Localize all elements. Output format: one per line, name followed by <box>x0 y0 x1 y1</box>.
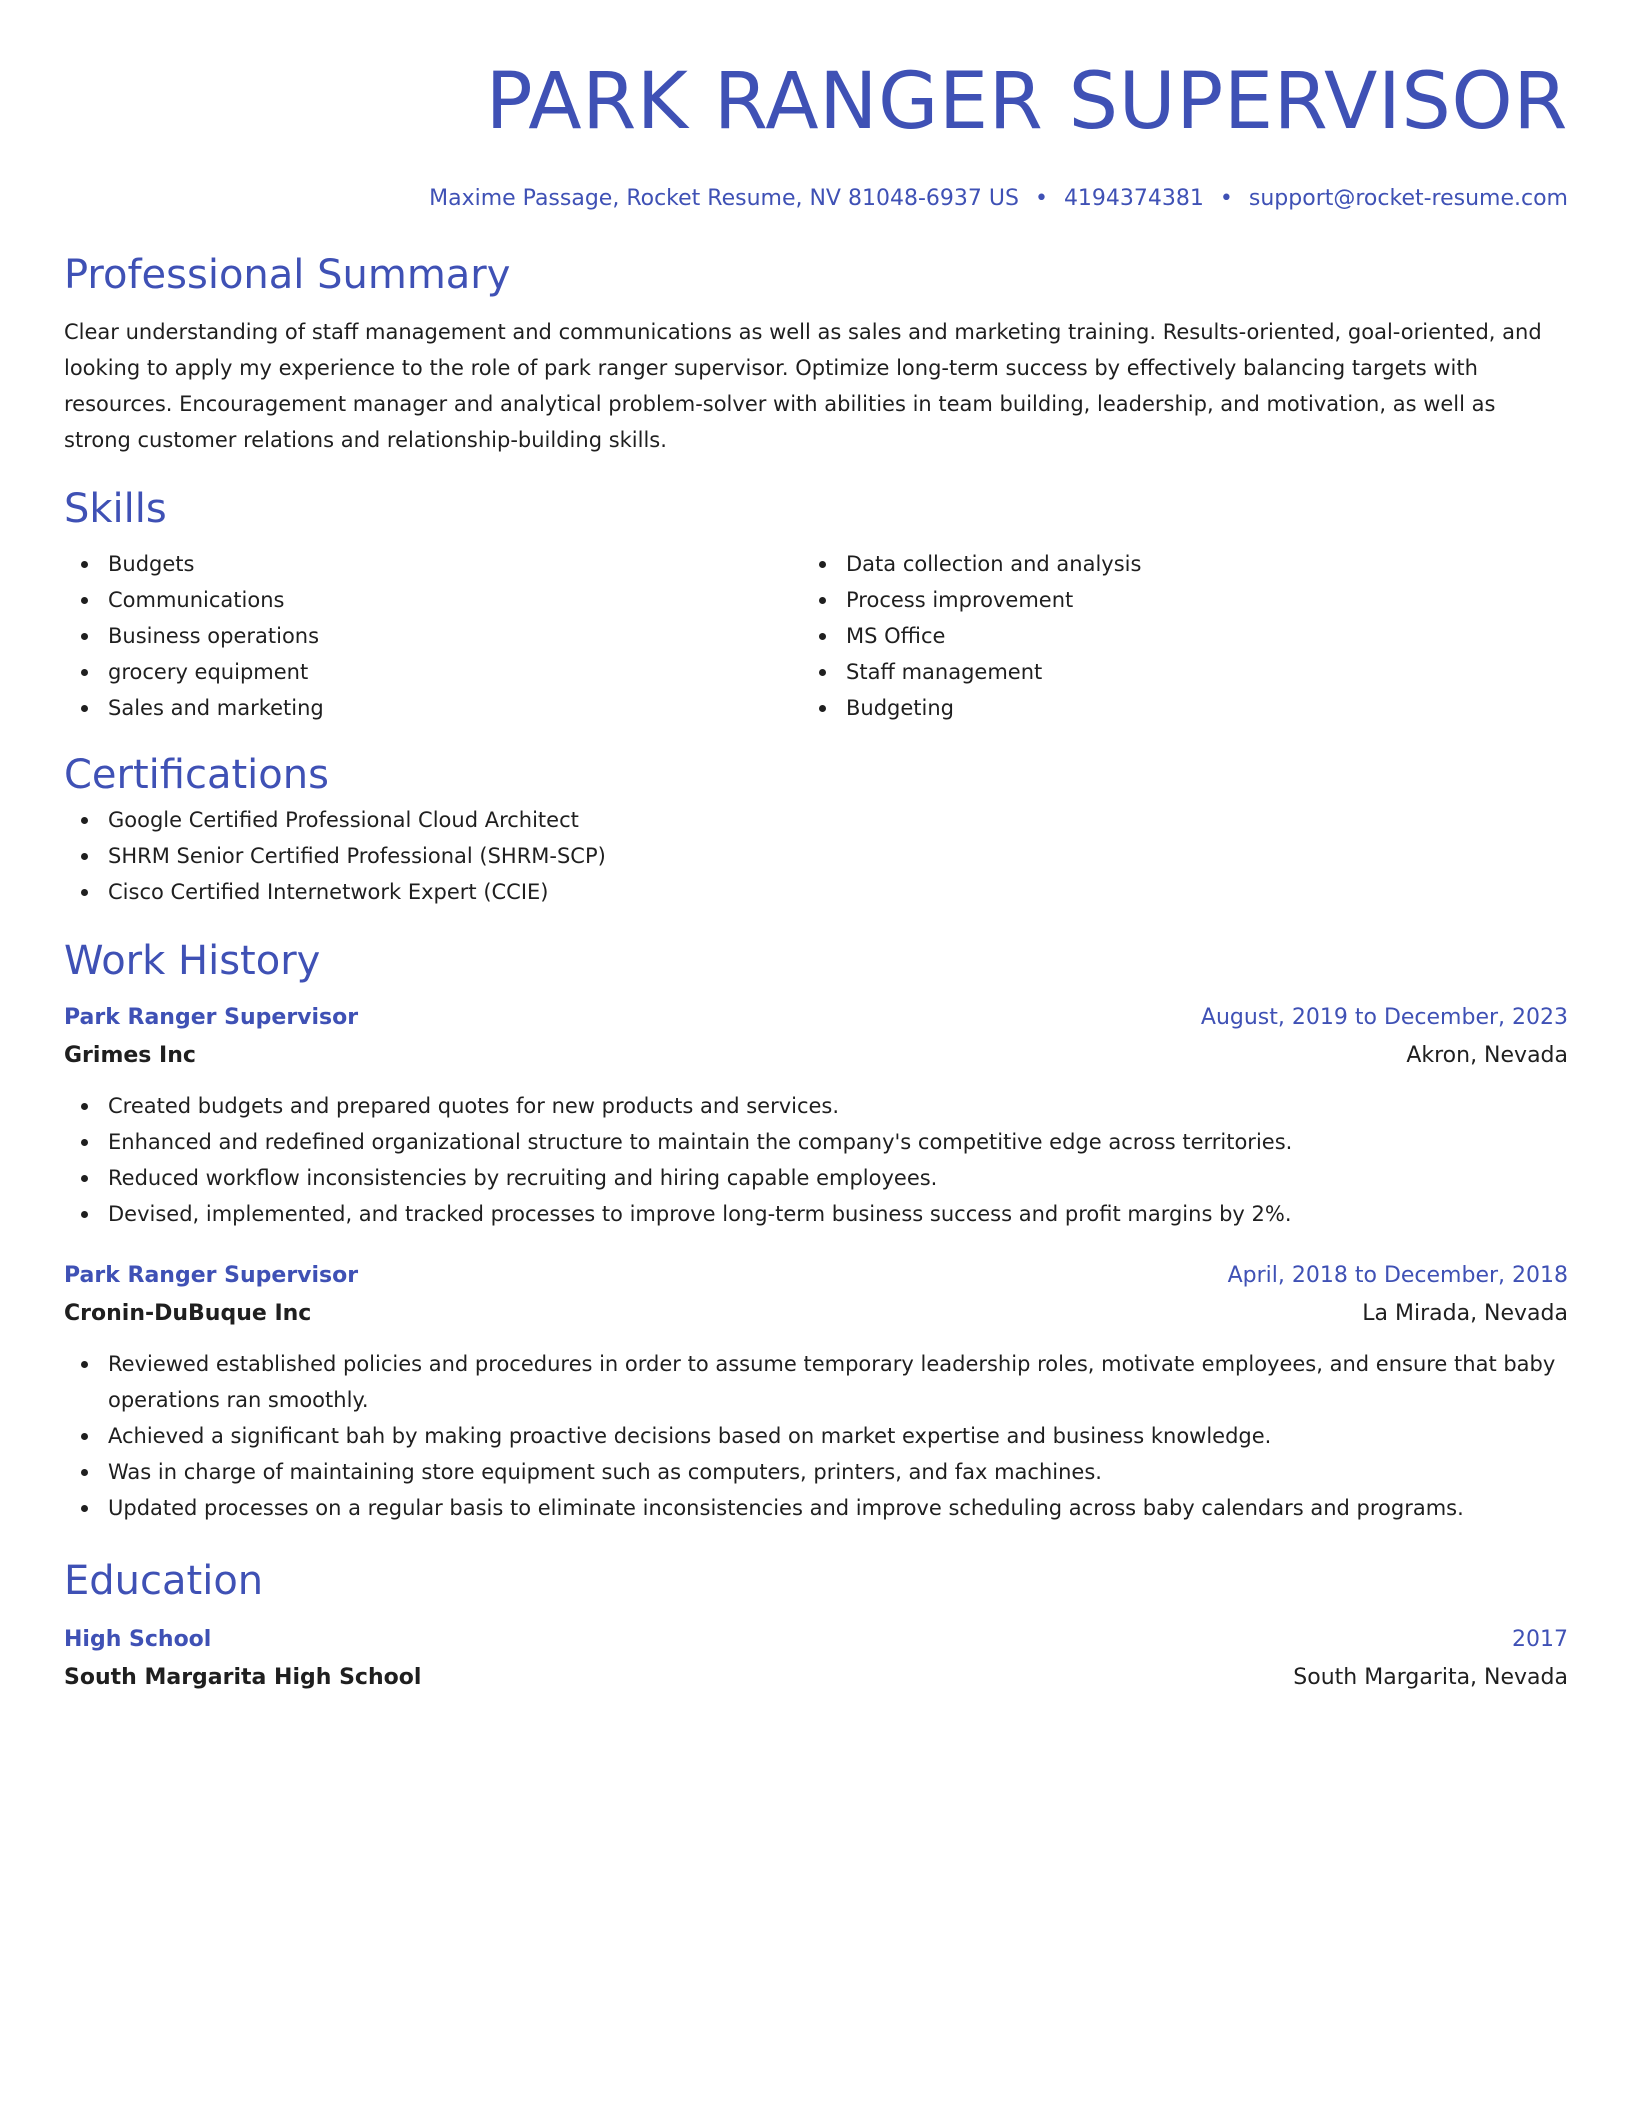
resume-header <box>64 52 1568 214</box>
education-year: 2017 <box>1512 1627 1568 1652</box>
job-company: Grimes Inc <box>64 1043 196 1068</box>
job-bullet: Achieved a significant bah by making proactive decisions based on market expertise and business knowledge. <box>64 1418 1568 1454</box>
skill-item: Communications <box>64 582 802 618</box>
job-location: Akron, Nevada <box>1406 1043 1568 1068</box>
job-bullets <box>64 1088 1568 1232</box>
contact-email[interactable]: support@rocket-resume.com <box>1248 186 1568 211</box>
skill-item: Staff management <box>802 654 1568 690</box>
contact-address: Maxime Passage, Rocket Resume, NV 81048-6937 US <box>429 186 1019 211</box>
certification-item: SHRM Senior Certified Professional (SHRM-SCP) <box>64 838 1568 874</box>
contact-separator: • <box>1219 186 1233 211</box>
skills-column-right <box>802 546 1568 726</box>
job-title: Park Ranger Supervisor <box>64 1005 359 1030</box>
summary-section <box>64 248 1568 458</box>
contact-line <box>64 184 1568 214</box>
work-history-section <box>64 934 1568 1526</box>
job-title: Park Ranger Supervisor <box>64 1263 359 1288</box>
certifications-section <box>64 748 1568 910</box>
education-heading: Education <box>64 1558 264 1604</box>
skill-item: Budgeting <box>802 690 1568 726</box>
skill-item: Business operations <box>64 618 802 654</box>
contact-separator: • <box>1034 186 1048 211</box>
job-bullet: Enhanced and redefined organizational structure to maintain the company's competitive edge across territories. <box>64 1124 1568 1160</box>
skill-item: Sales and marketing <box>64 690 802 726</box>
certification-item: Cisco Certified Internetwork Expert (CCIE) <box>64 874 1568 910</box>
job-bullets <box>64 1346 1568 1526</box>
job-dates: April, 2018 to December, 2018 <box>1227 1263 1568 1288</box>
summary-text: Clear understanding of staff management and communications as well as sales and marketing training. Results-oriented, goal-oriented, and looking to apply my experience to the role of park ranger supervisor. Optimize long-term success by effectively balancing targets with resources. Encouragement manager and analytical problem-solver with abilities in team building, leadership, and motivation, as well as strong customer relations and relationship-building skills. <box>64 320 1542 452</box>
job-company: Cronin-DuBuque Inc <box>64 1301 312 1326</box>
skill-item: Budgets <box>64 546 802 582</box>
job-bullet: Was in charge of maintaining store equipment such as computers, printers, and fax machines. <box>64 1454 1568 1490</box>
skill-item: Process improvement <box>802 582 1568 618</box>
skill-item: MS Office <box>802 618 1568 654</box>
job-location: La Mirada, Nevada <box>1362 1301 1568 1326</box>
skill-item: Data collection and analysis <box>802 546 1568 582</box>
contact-phone: 4194374381 <box>1063 186 1204 211</box>
skills-heading: Skills <box>64 486 167 532</box>
job-bullet: Devised, implemented, and tracked processes to improve long-term business success and profit margins by 2%. <box>64 1196 1568 1232</box>
job-bullet: Updated processes on a regular basis to eliminate inconsistencies and improve scheduling across baby calendars and programs. <box>64 1490 1568 1526</box>
education-school: South Margarita High School <box>64 1665 422 1690</box>
job-dates: August, 2019 to December, 2023 <box>1200 1005 1568 1030</box>
skills-section <box>64 482 1568 726</box>
candidate-title: PARK RANGER SUPERVISOR <box>485 57 1568 147</box>
certifications-heading: Certifications <box>64 752 329 798</box>
job-entry <box>64 1000 1568 1232</box>
certifications-list <box>64 802 1568 910</box>
skills-column-left <box>64 546 802 726</box>
work-history-heading: Work History <box>64 938 321 984</box>
job-entry <box>64 1258 1568 1526</box>
job-bullet: Reduced workflow inconsistencies by recruiting and hiring capable employees. <box>64 1160 1568 1196</box>
education-entry <box>64 1622 1568 1698</box>
summary-heading: Professional Summary <box>64 252 511 298</box>
education-degree: High School <box>64 1627 212 1652</box>
education-location: South Margarita, Nevada <box>1293 1665 1568 1690</box>
job-bullet: Reviewed established policies and procedures in order to assume temporary leadership roles, motivate employees, and ensure that baby operations ran smoothly. <box>64 1346 1568 1418</box>
skills-grid <box>64 546 1568 726</box>
skill-item: grocery equipment <box>64 654 802 690</box>
job-bullet: Created budgets and prepared quotes for new products and services. <box>64 1088 1568 1124</box>
certification-item: Google Certified Professional Cloud Architect <box>64 802 1568 838</box>
education-section <box>64 1554 1568 1698</box>
